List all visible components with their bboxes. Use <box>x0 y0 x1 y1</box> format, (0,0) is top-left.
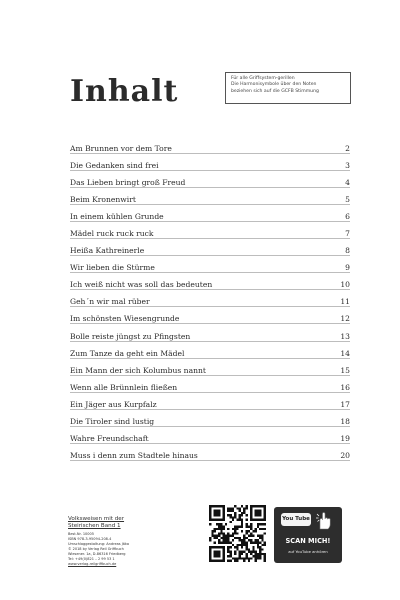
toc-entry-title: In einem kühlen Grunde <box>70 212 164 222</box>
toc-entry-title: Beim Kronenwirt <box>70 195 136 205</box>
toc-entry-title: Ein Mann der sich Kolumbus nannt <box>70 365 206 375</box>
book-title-line: Steirischen Band 1 <box>68 523 121 529</box>
book-detail-line: Best.Nr. 10005 <box>68 532 94 536</box>
toc-entry-page: 11 <box>340 297 350 307</box>
toc-entry-title: Bolle reiste jüngst zu Pfingsten <box>70 331 191 341</box>
toc-entry-page: 18 <box>340 416 350 426</box>
toc-entry-title: Muss i denn zum Stadtele hinaus <box>70 450 198 460</box>
toc-entry[interactable] <box>70 193 350 206</box>
toc-entry-page: 9 <box>345 263 350 273</box>
youtube-scan-panel[interactable] <box>274 507 342 563</box>
tuning-note-line: beziehen sich auf die GCFB Stimmung <box>231 88 319 94</box>
toc-entry-page: 5 <box>345 195 350 205</box>
book-detail-line: ISBN 978-3-95094-208-4 <box>68 537 112 541</box>
toc-entry-title: Ein Jäger aus Kurpfalz <box>70 399 157 409</box>
toc-entry[interactable] <box>70 449 350 462</box>
toc-entry[interactable] <box>70 364 350 377</box>
book-detail-line: Tel: +49(0)821 – 2 99 53 1 <box>68 557 115 561</box>
toc-entry[interactable] <box>70 381 350 394</box>
toc-entry[interactable] <box>70 415 350 428</box>
toc-entry[interactable] <box>70 398 350 411</box>
toc-entry[interactable] <box>70 176 350 189</box>
toc-entry-page: 8 <box>345 246 350 256</box>
book-detail-line: © 2018 by Verlag Reil Griffbuch <box>68 547 124 551</box>
tuning-note-line: Für alle Griffsystem-gerillen <box>231 76 295 81</box>
toc-entry-title: Die Tiroler sind lustig <box>70 416 155 426</box>
book-title-line: Volksweisen mit der <box>68 516 125 522</box>
toc-entry-title: Die Gedanken sind frei <box>70 161 159 171</box>
toc-entry-page: 6 <box>345 212 350 222</box>
toc-entry[interactable] <box>70 142 350 155</box>
toc-entry-page: 3 <box>345 161 350 171</box>
toc-entry-page: 10 <box>340 280 350 290</box>
toc-entry-page: 14 <box>340 348 350 358</box>
book-detail-line: Umschlaggestaltung: Andreas Jäka <box>68 542 130 546</box>
book-details <box>68 532 198 562</box>
toc-entry-title: Am Brunnen vor dem Tore <box>70 144 172 153</box>
toc-entry-page: 2 <box>345 144 350 153</box>
toc-entry-title: Im schönsten Wiesengrunde <box>70 314 180 324</box>
toc-entry-title: Geh´n wir mal rüber <box>70 297 150 307</box>
toc-entry-title: Wenn alle Brünnlein fließen <box>70 382 178 392</box>
toc-entry-title: Wahre Freundschaft <box>70 433 149 443</box>
toc-entry[interactable] <box>70 295 350 308</box>
toc-entry-title: Ich weiß nicht was soll das bedeuten <box>70 280 213 290</box>
pointing-hand-icon <box>314 511 334 531</box>
toc-entry-title: Mädel ruck ruck ruck <box>70 229 154 239</box>
toc-entry-title: Heißa Kathreinerle <box>70 246 145 256</box>
toc-entry-title: Das Lieben bringt groß Freud <box>70 178 186 188</box>
toc-entry-title: Zum Tanze da geht ein Mädel <box>70 348 185 358</box>
tuning-note-box <box>225 72 351 104</box>
qr-code-icon[interactable] <box>209 505 266 562</box>
publisher-link[interactable]: www.verlag-reilgriffbuch.de <box>68 562 117 566</box>
toc-entry[interactable] <box>70 261 350 274</box>
toc-entry-page: 15 <box>340 365 350 375</box>
toc-entry[interactable] <box>70 278 350 291</box>
toc-entry-page: 4 <box>345 178 350 188</box>
book-detail-line: Wiesener. 1a, D-86316 Friedberg <box>68 552 126 556</box>
youtube-subtitle: auf YouTube anhören <box>288 549 328 554</box>
youtube-logo-icon: You Tube <box>281 513 311 526</box>
toc-entry[interactable] <box>70 347 350 360</box>
toc-entry[interactable] <box>70 244 350 257</box>
page-title: Inhalt <box>70 74 179 109</box>
toc-entry-page: 20 <box>340 450 350 460</box>
toc-entry[interactable] <box>70 159 350 172</box>
toc-entry[interactable] <box>70 312 350 325</box>
toc-entry[interactable] <box>70 330 350 343</box>
toc-entry[interactable] <box>70 432 350 445</box>
toc-entry-page: 16 <box>340 382 350 392</box>
toc-entry-page: 13 <box>340 331 350 341</box>
scan-me-label: SCAN MICH! <box>285 537 331 545</box>
toc-entry-page: 7 <box>345 229 350 239</box>
tuning-note-line: Die Harmonisymbole über den Noten <box>231 82 317 88</box>
book-info <box>68 516 198 567</box>
toc-entry-page: 19 <box>340 433 350 443</box>
toc-entry-page: 17 <box>340 399 350 409</box>
toc-entry-page: 12 <box>340 314 350 324</box>
table-of-contents <box>70 142 350 466</box>
toc-entry[interactable] <box>70 210 350 223</box>
toc-entry-title: Wir lieben die Stürme <box>70 263 155 273</box>
toc-entry[interactable] <box>70 227 350 240</box>
